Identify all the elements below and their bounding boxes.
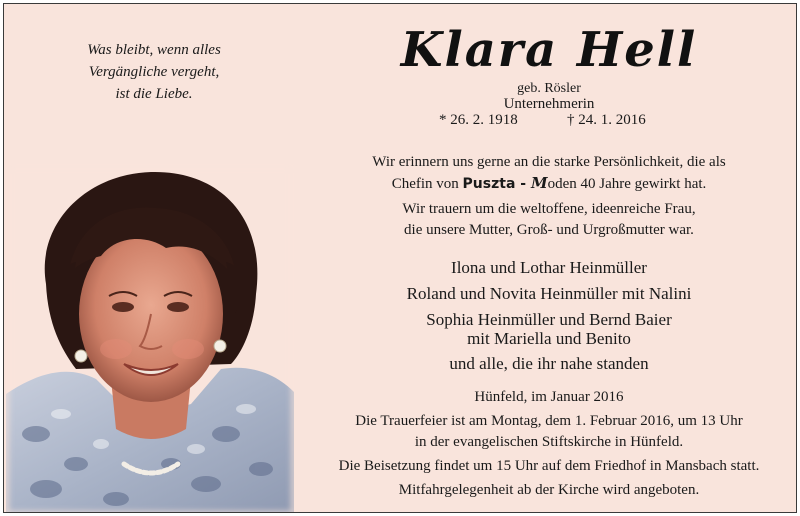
mourner-line: Sophia Heinmüller und Bernd Baier — [426, 310, 672, 329]
funeral-details — [304, 387, 794, 501]
tribute-text — [304, 152, 794, 241]
service-line: in der evangelischen Stiftskirche in Hünfeld. — [414, 434, 684, 450]
service-line: Die Trauerfeier ist am Montag, dem 1. Februar 2016, um 13 Uhr — [355, 413, 743, 429]
tribute-text-fragment: oden 40 Jahre gewirkt hat. — [547, 176, 707, 192]
birth-date: * 26. 2. 1918 — [439, 112, 518, 128]
occupation: Unternehmerin — [503, 96, 595, 112]
quote-line: Was bleibt, wenn alles — [87, 42, 221, 58]
mourner-line: Roland und Novita Heinmüller mit Nalini — [406, 284, 692, 303]
deceased-name: Klara Hell — [400, 22, 698, 78]
birth-name: geb. Rösler — [517, 81, 581, 96]
tribute-line: die unsere Mutter, Groß- und Urgroßmutter war. — [404, 222, 694, 238]
company-name: Puszta - — [462, 176, 531, 192]
memorial-quote — [44, 39, 264, 105]
obituary-card — [3, 3, 797, 513]
mourner-line: und alle, die ihr nahe standen — [449, 354, 649, 373]
ride-offer: Mitfahrgelegenheit ab der Kirche wird angeboten. — [398, 482, 700, 498]
mourner-line: Ilona und Lothar Heinmüller — [451, 258, 647, 277]
tribute-text-fragment: Chefin von — [391, 176, 463, 192]
place-date: Hünfeld, im Januar 2016 — [474, 389, 624, 405]
quote-line: ist die Liebe. — [115, 86, 193, 102]
tribute-line — [304, 173, 794, 195]
company-logo-letter: M — [530, 174, 548, 192]
death-date: † 24. 1. 2016 — [567, 112, 646, 128]
mourners-list — [304, 255, 794, 377]
burial-line: Die Beisetzung findet um 15 Uhr auf dem Friedhof in Mansbach statt. — [338, 458, 760, 474]
tribute-line: Wir erinnern uns gerne an die starke Persönlichkeit, die als — [372, 154, 726, 170]
tribute-line: Wir trauern um die weltoffene, ideenreiche Frau, — [402, 201, 696, 217]
portrait-photo — [6, 164, 294, 513]
mourner-line: mit Mariella und Benito — [467, 329, 631, 348]
quote-line: Vergängliche vergeht, — [88, 64, 220, 80]
